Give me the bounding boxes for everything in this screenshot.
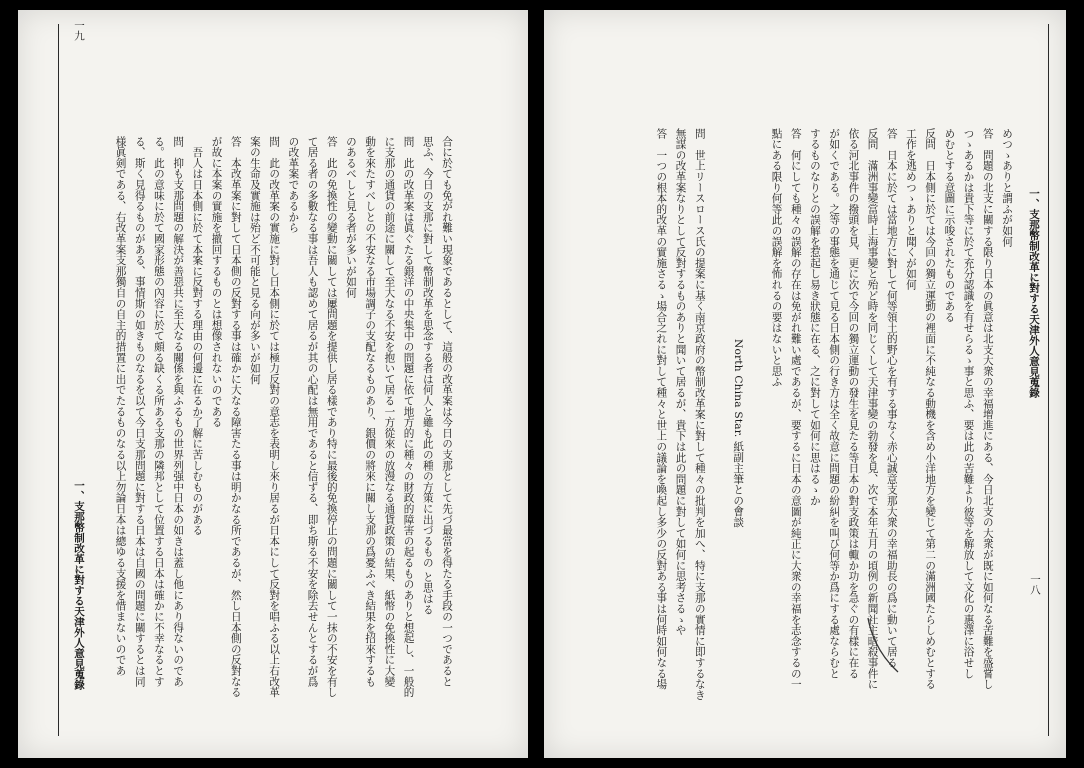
text-line: のあるべしと見る者が多いが如何 — [344, 136, 357, 298]
left-page — [18, 10, 528, 758]
left-page-header-title: 一、支那幣制改革に對する天津外人意見蒐錄 — [73, 480, 85, 690]
pen-stroke-mark — [864, 616, 904, 676]
text-line: 問 世上リースロース氏の提案に基く南京政府の幣制改革案に對して種々の批判を加へ、特に支那の實情に即するなき — [693, 128, 706, 701]
text-line: するものなりとの誤解を惹起し易き狀態に在る、之に對して如何に思はるゝか — [808, 128, 821, 506]
left-page-number: 一九 — [73, 20, 85, 41]
text-line: 依る河北事件の撥頭を見、更に次で今回の獨立運動の發生を見たる等日本の對支政策は輙か功を急ぐの有樣に在る — [847, 128, 860, 679]
section-heading: North China Star. 紙副主筆との會談 — [732, 338, 745, 528]
text-line: 答 日本に於ては當地方に對して何等領土的野心を有する事なく赤心誠意支那大衆の幸福助長の爲に動いて居る — [885, 128, 898, 668]
text-line: 反問 日本側に於ては今回の獨立運動の裡面に不純なる動機を含め小洋地方を變じて第二の滿洲國たらしめむとする — [924, 128, 937, 690]
text-line: めむとする意圖に示唆されたものである — [943, 128, 956, 323]
text-line: 問 此の改革案は眞ぐたる銀洋の中央集中の問題に依て地方的に種々の財政的障害の起るものありと想起し、一般的 — [402, 136, 415, 698]
text-line — [709, 128, 728, 738]
text-line: が故に本案の實施を撤回するものとは想像されないのである — [210, 136, 223, 428]
text-line: 答 此の免換性の變動に關しては屢問題を提供し居る樣であり特に最後的免換停止の問題に關して一抹の不安を有し — [325, 136, 338, 698]
text-line: の改革案であるから — [287, 136, 300, 234]
text-line: 點にある限り何等此の誤解を怖れるの要はないと思ふ — [770, 128, 783, 388]
text-line: 案の生命及實施は殆ど不可能と見る向が多いが如何 — [248, 136, 261, 385]
text-line: 工作を逃めつゝありと聞くが如何 — [904, 128, 917, 290]
text-line: 問 抑も支那問題の解決が善惡共に至大なる關係を與ふるもの世界列强中日本の如きは蓋し他にあり得ないのであ — [172, 136, 185, 687]
text-line: 答 本改革案に對して日本側の反對する事は確かに大なる障害たる事は明かなる所であるが、然し日本側の反對なる — [229, 136, 242, 698]
right-page — [544, 10, 1066, 758]
right-page-number: 一八 — [1029, 574, 1041, 595]
right-page-header-title: 一、支那幣制改革に對する天津外人意見蒐錄 — [1028, 188, 1040, 398]
text-line: 答 問題の北支に關する限り日本の眞意は北支大衆の幸福增進にある、今日北支の大衆が既に如何なる苦難を盛嘗し — [981, 128, 994, 690]
right-page-header-rule — [1048, 24, 1049, 736]
text-line: て居る者の多數なる事は吾人も認めて居るが其の心配は無用であると信ずる、即ち斯る不安を除去せんとするが爲 — [306, 136, 319, 687]
text-line: つゝあるかは貴下等に於て充分認識を有せらるゝ事と思ふ、要は此の苦難より彼等を解放して文化の惠澤に浴せし — [962, 128, 975, 679]
text-line: 様眞剣である、右改革案支那獨自の自主的措置に出でたるものなる以上勿論日本は總ゆる支援を惜まないのであ — [114, 136, 127, 676]
text-line: 無謀の改革案なりとして反對するものありと聞いて居るが、貴下は此の問題に對して如何に思考さるゝや — [674, 128, 687, 636]
text-line: 答 一つの根本的改革の實施さるゝ場合之れに對して種々と世上の議論を喚起し多少の反對ある事は何時如何なる場 — [655, 128, 668, 690]
text-line: 合に於ても免がれ難い現象であるとして、這般の改革案は今日の支那として先づ最當を得たる手段の一つであると — [441, 136, 453, 687]
text-line: 動を來たすべしとの不安なる市場調子の支配なるものあり、銀價の將來に關し支那の爲憂ふべき結果を招來するも — [364, 136, 377, 687]
text-line: が如くである。之等の事態を通じて見る日本側の行き方は全く故意に問題の紛糾を叫び何等か爲にする處ならむと — [828, 128, 841, 679]
text-line: る。此の意味に於て國家形態の內容に於て頗る缺くる所ある支那の隣邦として位置する日本は確かに不幸なるとす — [152, 136, 165, 687]
text-line: 吾人は日本側に於て本案に反對する理由の何邊に在るか了解に苦しむものがある — [191, 136, 204, 536]
text-line: に支那の通貨の前途に關して至大なる不安を抱いて居る一方從來の放漫なる通貨政策の結果、紙幣の免換性に大變 — [383, 136, 396, 687]
left-page-footer-rule — [58, 24, 59, 736]
text-line: めつゝありと謂ふが如何 — [1001, 128, 1013, 247]
text-line: 思ふ、今日の支那に對して幣制改革を思念する者は何人と雖も此の種の方策に出づるもの と思はる — [421, 136, 434, 615]
text-line — [747, 128, 766, 738]
text-line: 反問 滿洲事變當時上海事變と殆ど時を同じくして天津事變の勃發を見、次で本年五月の頃例の新聞社主暗殺事件に — [866, 128, 879, 690]
text-line: 問 此の改革案の實施に對し日本側に於ては極力反對の意志を表明し來り居るが日本にして反對を唱ふる以上右改革 — [268, 136, 281, 698]
text-line: る、斯く見得るものがある、事情斯の如きものなるを以て今日支那問題に對する日本は自國の問題に關するとは同 — [133, 136, 146, 687]
right-page-body — [574, 128, 1016, 738]
text-line: 答 何にしても種々の誤解の存在は免がれ難い處であるが、要するに日本の意圖が純正に大衆の幸福を志念するの一 — [789, 128, 802, 690]
left-page-body — [104, 136, 456, 736]
